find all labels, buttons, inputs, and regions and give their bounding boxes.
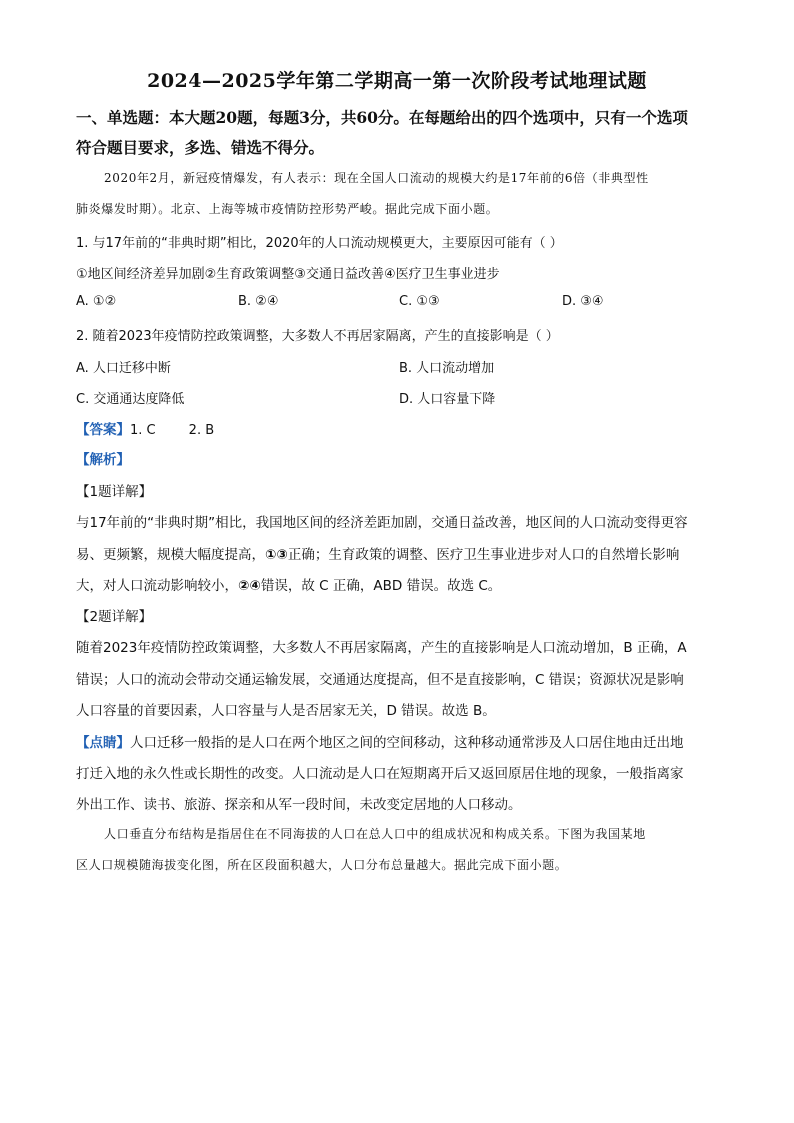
question-1-option-b: B. ②④ (238, 294, 279, 309)
detail-1-line-2-b: ①③ (265, 547, 288, 563)
detail-1-line-2-c: 正确；生育政策的调整、医疗卫生事业进步对人口的自然增长影响 (287, 547, 680, 563)
detail-1-line-3-c: 错误，故 C 正确，ABD 错误。故选 C。 (260, 578, 502, 594)
section-instructions-line-1: 一、单选题：本大题20题，每题3分，共60分。在每题给出的四个选项中，只有一个选项 (76, 108, 688, 127)
material-1-line-2: 肺炎爆发时期）。北京、上海等城市疫情防控形势严峻。据此完成下面小题。 (76, 202, 499, 216)
question-2-option-b: B. 人口流动增加 (399, 361, 495, 376)
tip-line-3: 外出工作、读书、旅游、探亲和从军一段时间，未改变定居地的人口移动。 (76, 797, 522, 813)
section-instructions-line-2: 符合题目要求，多选、错选不得分。 (76, 138, 325, 157)
question-1-factors: ①地区间经济差异加剧②生育政策调整③交通日益改善④医疗卫生事业进步 (76, 267, 500, 282)
detail-1-line-2-a: 易、更频繁，规模大幅度提高， (76, 547, 265, 563)
detail-1-line-3-a: 大，对人口流动影响较小， (76, 578, 238, 594)
tip-line-2: 打迁入地的永久性或长期性的改变。人口流动是人口在短期离开后又返回原居住地的现象，一般指离家 (76, 766, 684, 782)
question-1-option-c: C. ①③ (399, 294, 440, 309)
detail-2-line-2: 错误；人口的流动会带动交通运输发展，交通通达度提高，但不是直接影响，C 错误；资源状况是影响 (76, 672, 684, 688)
tip-line-1 (76, 731, 726, 751)
detail-1-line-3 (76, 574, 726, 594)
page-title: 2024—2025学年第二学期高一第一次阶段考试地理试题 (147, 70, 647, 92)
detail-2-line-3: 人口容量的首要因素，人口容量与人是否居家无关，D 错误。故选 B。 (76, 703, 496, 719)
detail-2-heading: 【2题详解】 (76, 609, 153, 625)
detail-1-line-1: 与17年前的“非典时期”相比，我国地区间的经济差距加剧，交通日益改善，地区间的人口流动变得更容 (76, 515, 688, 531)
material-2-line-1: 人口垂直分布结构是指居住在不同海拔的人口在总人口中的组成状况和构成关系。下图为我国某地 (104, 827, 646, 841)
question-1-stem: 1. 与17年前的“非典时期”相比，2020年的人口流动规模更大，主要原因可能有（ ） (76, 236, 563, 251)
answer-line (76, 418, 726, 438)
detail-1-line-3-b: ②④ (238, 578, 261, 594)
question-2-option-d: D. 人口容量下降 (399, 392, 496, 407)
tip-tag: 【点睛】 (76, 735, 130, 751)
question-1-option-d: D. ③④ (562, 294, 604, 309)
question-2-option-c: C. 交通通达度降低 (76, 392, 185, 407)
analysis-tag: 【解析】 (76, 452, 130, 468)
question-2-option-a: A. 人口迁移中断 (76, 361, 171, 376)
answer-text: 1. C 2. B (130, 423, 215, 438)
analysis-heading (76, 448, 726, 468)
detail-2-line-1: 随着2023年疫情防控政策调整，大多数人不再居家隔离，产生的直接影响是人口流动增加，B 正确，A (76, 640, 687, 656)
detail-1-heading: 【1题详解】 (76, 484, 153, 500)
answer-tag: 【答案】 (76, 422, 130, 438)
question-2-stem: 2. 随着2023年疫情防控政策调整，大多数人不再居家隔离，产生的直接影响是（ ） (76, 329, 559, 344)
material-2-line-2: 区人口规模随海拔变化图，所在区段面积越大，人口分布总量越大。据此完成下面小题。 (76, 858, 568, 872)
material-1-line-1: 2020年2月，新冠疫情爆发，有人表示：现在全国人口流动的规模大约是17年前的6倍（非典型性 (104, 171, 649, 185)
tip-line-1-text: 人口迁移一般指的是人口在两个地区之间的空间移动，这种移动通常涉及人口居住地由迁出地 (130, 735, 684, 751)
detail-1-line-2 (76, 543, 726, 563)
question-1-option-a: A. ①② (76, 294, 117, 309)
